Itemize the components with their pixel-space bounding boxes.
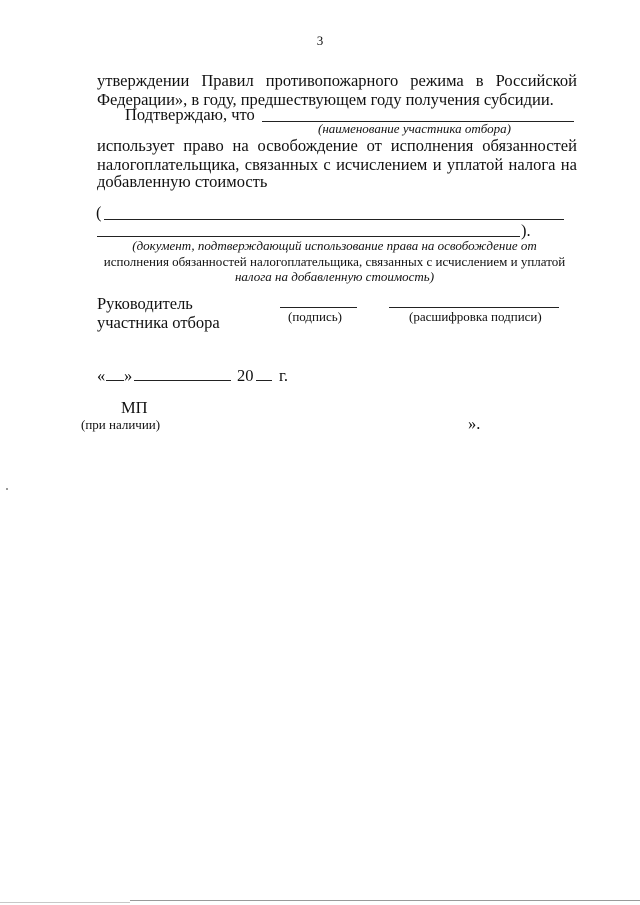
- word: связанных: [244, 155, 319, 174]
- document-caption-line1: [97, 238, 572, 254]
- word: на: [560, 155, 577, 174]
- paragraph1-line1: [97, 71, 577, 90]
- document-open-paren: (: [96, 203, 102, 222]
- document-caption-line2: исполнения обязанностей налогоплательщика, связанных с исчислением и уплатой: [103, 254, 566, 269]
- word: утверждении: [97, 71, 190, 90]
- scan-bottom-edge-faint: [0, 902, 130, 903]
- closing-quote: ».: [468, 414, 481, 433]
- word: исполнения: [390, 136, 474, 155]
- signature-decode-line[interactable]: [389, 307, 559, 308]
- date-open-quote: «: [97, 366, 106, 385]
- word: режима: [410, 71, 464, 90]
- signature-decode-caption: (расшифровка подписи): [409, 309, 542, 324]
- word: освобождение: [257, 136, 358, 155]
- date-year-suffix: г.: [279, 366, 289, 385]
- date-close-quote: »: [124, 366, 133, 385]
- signer-role-line2: участника отбора: [97, 313, 220, 332]
- document-field-line2[interactable]: [97, 236, 520, 237]
- word: использует: [97, 136, 175, 155]
- stamp-label: МП: [121, 398, 148, 417]
- scan-bottom-edge: [130, 900, 640, 901]
- word: исчислением: [336, 155, 428, 174]
- document-caption-text: налога на добавленную стоимость): [234, 269, 435, 284]
- word: право: [183, 136, 224, 155]
- paragraph1-line2: Федерации», в году, предшествующем году получения субсидии.: [97, 90, 554, 109]
- word: Правил: [201, 71, 254, 90]
- word: налога: [508, 155, 556, 174]
- word: уплатой: [446, 155, 504, 174]
- date-year-prefix: 20: [237, 366, 254, 385]
- word: и: [432, 155, 442, 174]
- confirm-lead: Подтверждаю, что: [125, 105, 255, 124]
- date-month-line[interactable]: [134, 380, 231, 381]
- word: в: [475, 71, 484, 90]
- paragraph2-line1: [97, 136, 577, 155]
- document-caption-line3: [97, 269, 572, 285]
- word: Российской: [495, 71, 577, 90]
- paragraph2-line3: добавленную стоимость: [97, 172, 268, 191]
- signature-caption: (подпись): [288, 309, 342, 324]
- scan-speck: [6, 488, 8, 490]
- document-close-paren: ).: [521, 221, 531, 240]
- word: налогоплательщика,: [97, 155, 240, 174]
- signature-line[interactable]: [280, 307, 357, 308]
- date-day-line[interactable]: [106, 380, 124, 381]
- participant-name-caption: (наименование участника отбора): [318, 121, 511, 136]
- signer-role-line1: Руководитель: [97, 294, 193, 313]
- document-caption-text: (документ, подтверждающий использование права на освобождение от: [132, 238, 537, 253]
- date-year-line[interactable]: [256, 380, 272, 381]
- page-number: 3: [316, 33, 324, 48]
- document-field-line1[interactable]: [104, 219, 564, 220]
- word: противопожарного: [265, 71, 399, 90]
- word: с: [323, 155, 331, 174]
- stamp-note: (при наличии): [81, 417, 161, 432]
- word: обязанностей: [482, 136, 577, 155]
- word: от: [366, 136, 382, 155]
- word: на: [232, 136, 249, 155]
